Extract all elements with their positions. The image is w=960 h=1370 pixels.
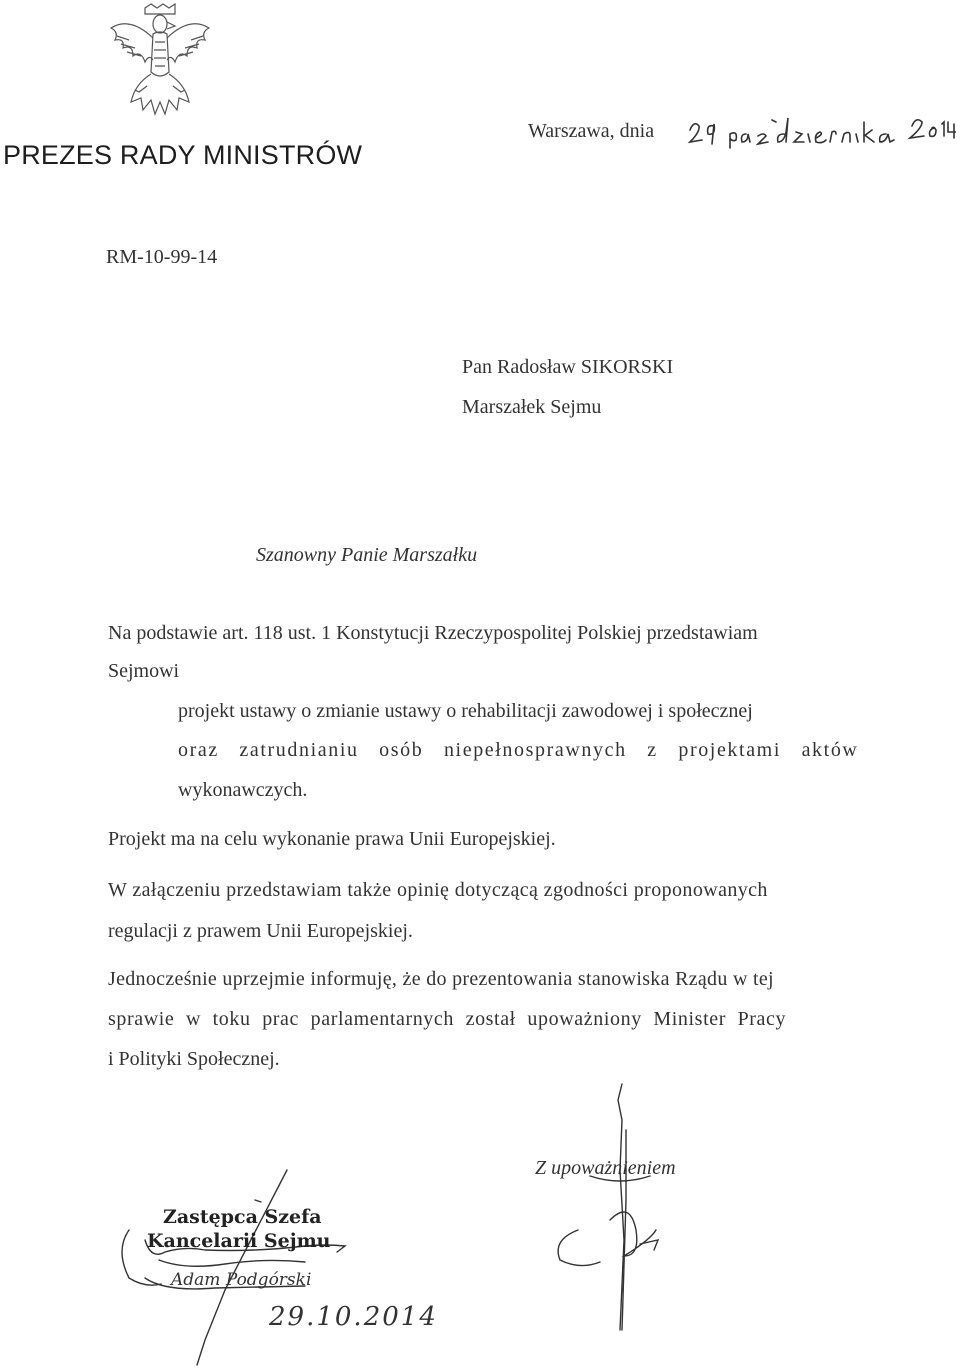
stamp-date: 29.10.2014 [269,1302,438,1332]
stamp-line2: Kancelarii Sejmu [147,1230,331,1252]
body-p3-line2: regulacji z prawem Unii Europejskiej. [108,920,413,942]
body-p4-line1: Jednocześnie uprzejmie informuję, że do prezentowania stanowiska Rządu w tej [108,968,774,990]
minister-signature-icon [530,1080,700,1340]
stamp-name: Adam Podgórski [171,1270,312,1290]
addressee-name: Pan Radosław SIKORSKI [462,356,674,378]
signature-scribble-icon [105,1160,465,1370]
body-p1-line1 [108,622,854,645]
handwritten-date-icon [686,112,956,152]
body-p4-line3: i Polityki Społecznej. [108,1048,280,1070]
reference-number: RM-10-99-14 [106,246,218,268]
stamp-line1: Zastępca Szefa [163,1206,322,1228]
date-handwritten [686,112,956,158]
office-header: PREZES RADY MINISTRÓW [3,140,363,170]
project-line3: wykonawczych. [178,779,308,801]
addressee-title: Marszałek Sejmu [462,396,602,418]
authorization-note: Z upoważnieniem [535,1157,676,1179]
body-p4-line2: sprawie w toku prac parlamentarnych został upoważniony Minister Pracy [108,1008,787,1030]
project-line2: oraz zatrudnianiu osób niepełnosprawnych z projektami aktów [178,739,859,761]
date-prefix: Warszawa, dnia [528,120,655,142]
salutation: Szanowny Panie Marszałku [256,544,478,566]
eagle-emblem-icon [105,2,215,124]
body-p2: Projekt ma na celu wykonanie prawa Unii Europejskiej. [108,828,556,850]
project-line1: projekt ustawy o zmianie ustawy o rehabilitacji zawodowej i społecznej [178,700,753,722]
deputy-signature-stamp [105,1160,465,1370]
body-p3-line1: W załączeniu przedstawiam także opinię dotyczącą zgodności proponowanych [108,879,768,901]
body-p1-line1-text: Na podstawie art. 118 ust. 1 Konstytucji Rzeczypospolitej Polskiej przedstawiam [108,622,758,644]
body-p1-line2: Sejmowi [108,660,180,682]
